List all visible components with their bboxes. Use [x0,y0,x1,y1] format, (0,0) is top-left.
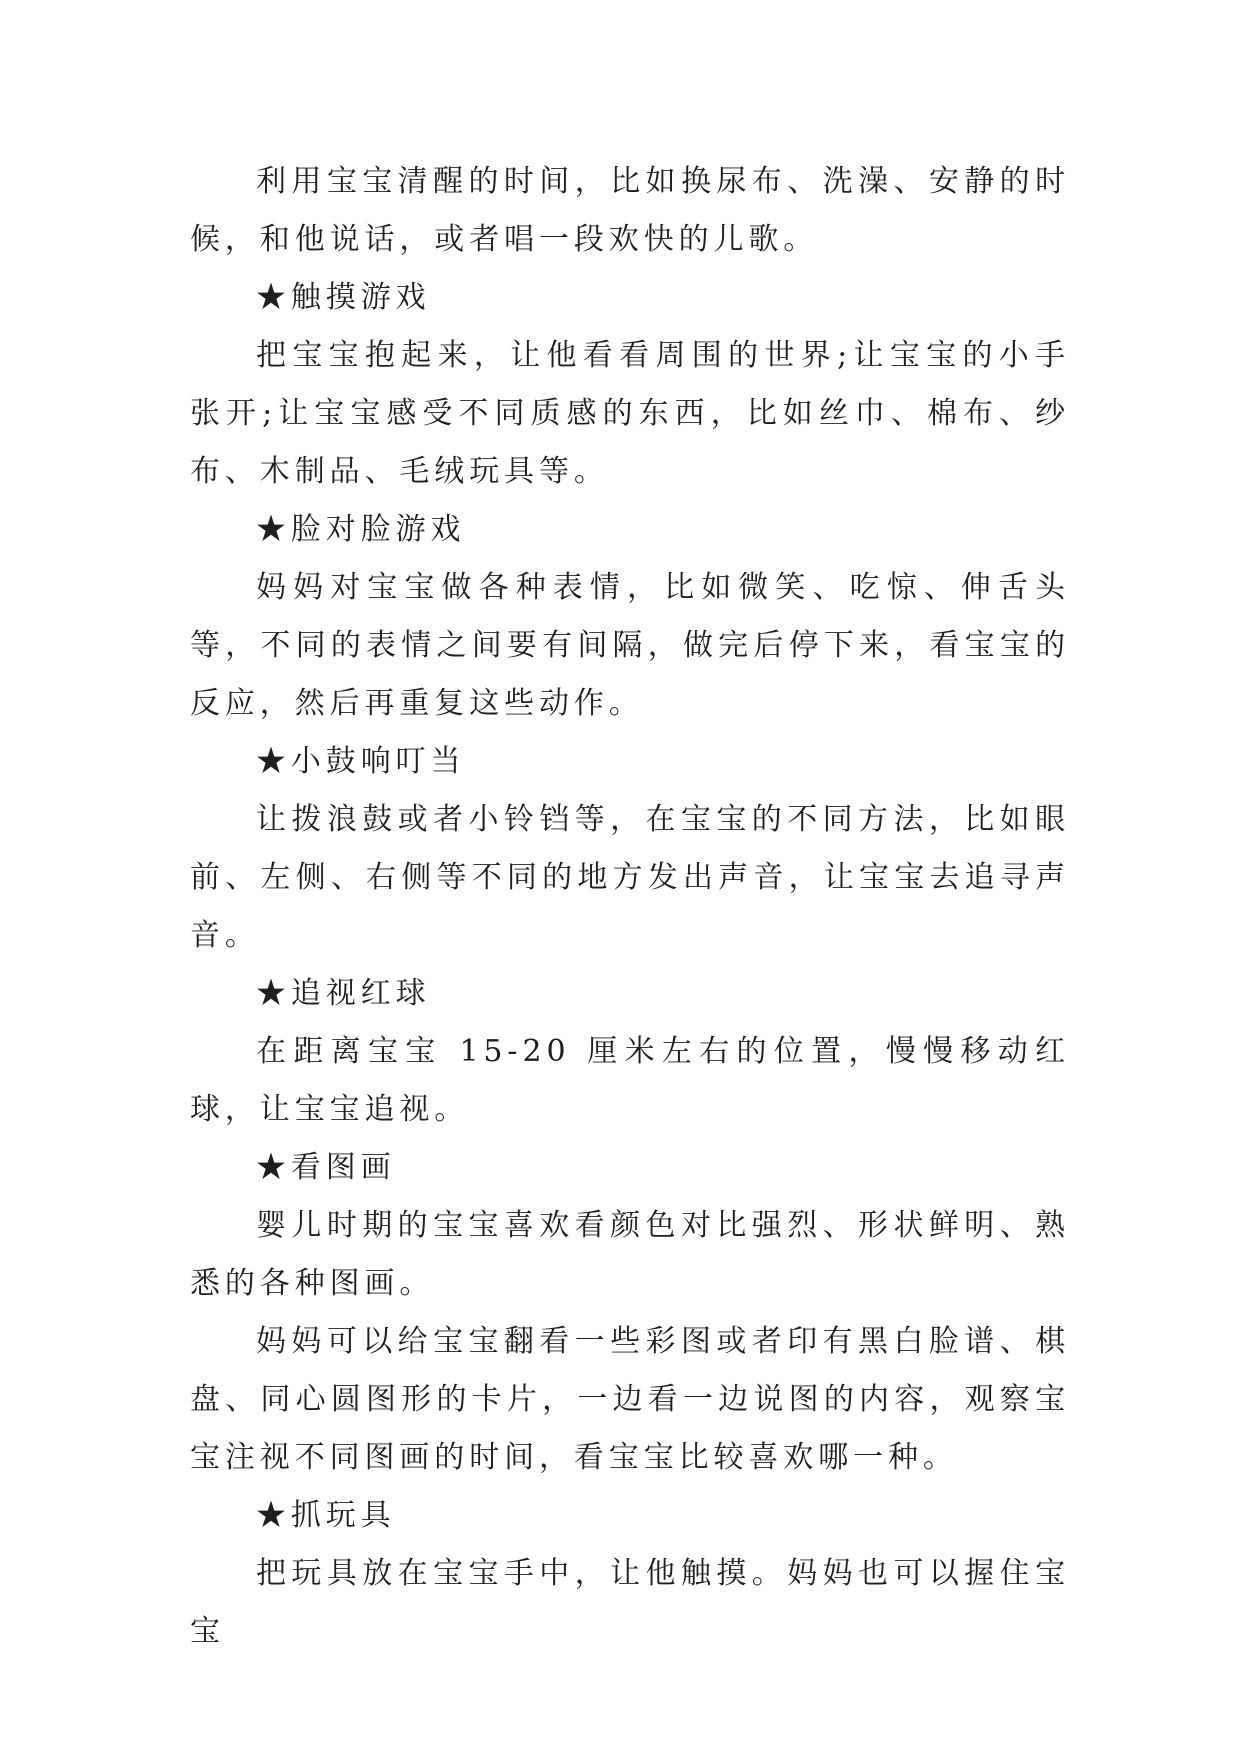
heading-touch-game: ★触摸游戏 [256,280,431,315]
heading-little-drum: ★小鼓响叮当 [256,744,466,779]
document-body [190,153,1070,1661]
paragraph-picture-cards: 妈妈可以给宝宝翻看一些彩图或者印有黑白脸谱、棋盘、同心圆图形的卡片，一边看一边说图的内容，观察宝宝注视不同图画的时间，看宝宝比较喜欢哪一种。 [190,1324,1070,1475]
paragraph-face-to-face-game: 妈妈对宝宝做各种表情，比如微笑、吃惊、伸舌头等，不同的表情之间要有间隔，做完后停下来，看宝宝的反应，然后再重复这些动作。 [190,570,1070,721]
paragraph-intro: 利用宝宝清醒的时间，比如换尿布、洗澡、安静的时候，和他说话，或者唱一段欢快的儿歌。 [190,164,1070,257]
paragraph-touch-game: 把宝宝抱起来，让他看看周围的世界;让宝宝的小手张开;让宝宝感受不同质感的东西，比如丝巾、棉布、纱布、木制品、毛绒玩具等。 [190,338,1070,489]
heading-look-at-pictures: ★看图画 [256,1150,396,1185]
paragraph-little-drum: 让拨浪鼓或者小铃铛等，在宝宝的不同方法，比如眼前、左侧、右侧等不同的地方发出声音，让宝宝去追寻声音。 [190,802,1070,953]
heading-grab-toy: ★抓玩具 [256,1498,396,1533]
heading-face-to-face-game: ★脸对脸游戏 [256,512,466,547]
paragraph-grab-toy: 把玩具放在宝宝手中，让他触摸。妈妈也可以握住宝宝 [190,1556,1070,1649]
paragraph-look-at-pictures: 婴儿时期的宝宝喜欢看颜色对比强烈、形状鲜明、熟悉的各种图画。 [190,1208,1070,1301]
paragraph-red-ball: 在距离宝宝 15-20 厘米左右的位置，慢慢移动红球，让宝宝追视。 [190,1034,1070,1127]
heading-red-ball: ★追视红球 [256,976,431,1011]
